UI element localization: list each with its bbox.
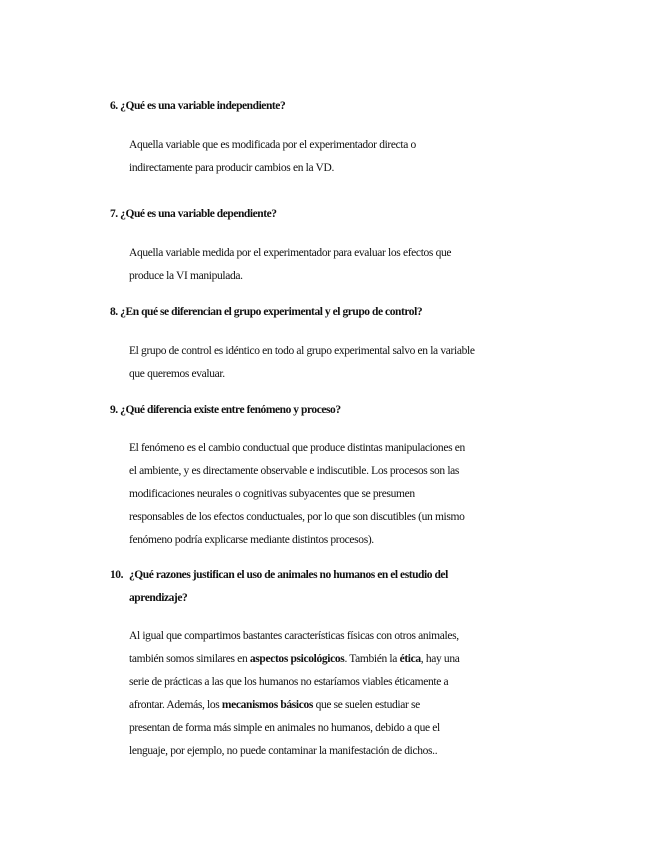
answer-text: afrontar. Además, los [129, 699, 222, 711]
question-10 [110, 564, 510, 610]
bold-term: ética [399, 653, 421, 665]
answer-text: , hay una [420, 653, 460, 665]
bold-term: mecanismos básicos [221, 699, 314, 711]
question-number: 8. [110, 306, 118, 318]
answer-line: el ambiente, y es directamente observable e indiscutible. Los procesos son las [129, 465, 460, 477]
answer-line: indirectamente para producir cambios en la VD. [129, 162, 334, 174]
answer-text: también somos similares en [129, 653, 250, 665]
answer-9 [129, 437, 529, 552]
question-number: 9. [110, 404, 118, 416]
question-text: ¿En qué se diferencian el grupo experimental y el grupo de control? [120, 306, 423, 318]
answer-8 [129, 340, 549, 386]
answer-10 [129, 625, 529, 763]
question-6 [110, 95, 510, 118]
answer-line: responsables de los efectos conductuales, por lo que son discutibles (un mismo [129, 511, 465, 523]
answer-line: lenguaje, por ejemplo, no puede contaminar la manifestación de dichos.. [129, 745, 438, 757]
answer-line: Al igual que compartimos bastantes características físicas con otros animales, [129, 630, 459, 642]
answer-line [129, 648, 529, 671]
answer-line: Aquella variable que es modificada por el experimentador directa o [129, 139, 416, 151]
answer-line: modificaciones neurales o cognitivas subyacentes que se presumen [129, 488, 415, 500]
question-7 [110, 203, 510, 226]
answer-6 [129, 134, 519, 180]
question-text-line: aprendizaje? [129, 592, 188, 604]
question-text-line: ¿Qué razones justifican el uso de animales no humanos en el estudio del [129, 569, 448, 581]
answer-text: . También la [344, 653, 400, 665]
question-text: ¿Qué diferencia existe entre fenómeno y proceso? [120, 404, 341, 416]
question-9 [110, 399, 510, 422]
question-text: ¿Qué es una variable dependiente? [120, 208, 277, 220]
answer-line: serie de prácticas a las que los humanos no estaríamos viables éticamente a [129, 676, 449, 688]
question-number: 6. [110, 100, 118, 112]
question-text: ¿Qué es una variable independiente? [120, 100, 286, 112]
answer-line [129, 694, 529, 717]
answer-line: que queremos evaluar. [129, 368, 225, 380]
answer-line: presentan de forma más simple en animales no humanos, debido a que el [129, 722, 440, 734]
question-number: 10. [110, 569, 124, 581]
answer-line: Aquella variable medida por el experimentador para evaluar los efectos que [129, 247, 452, 259]
question-8 [110, 301, 530, 324]
answer-text: que se suelen estudiar se [313, 699, 420, 711]
answer-line: El grupo de control es idéntico en todo al grupo experimental salvo en la variable [129, 345, 475, 357]
answer-7 [129, 242, 519, 288]
answer-line: fenómeno podría explicarse mediante distintos procesos). [129, 534, 374, 546]
question-number: 7. [110, 208, 118, 220]
answer-line: El fenómeno es el cambio conductual que produce distintas manipulaciones en [129, 442, 465, 454]
answer-line: produce la VI manipulada. [129, 270, 243, 282]
bold-term: aspectos psicológicos [249, 653, 345, 665]
